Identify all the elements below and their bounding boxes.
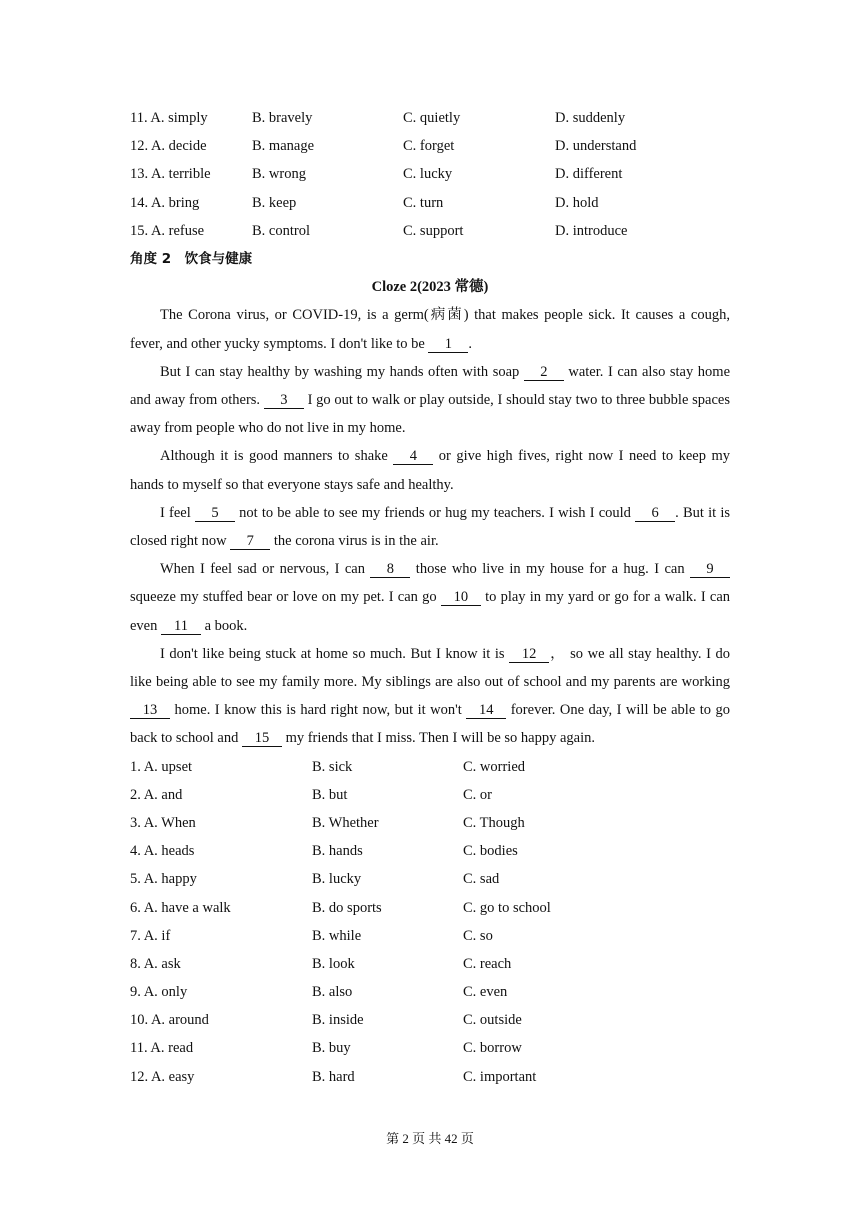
- option-c: C. go to school: [463, 899, 551, 916]
- option-b: B. inside: [312, 1012, 364, 1029]
- option-b: B. lucky: [312, 871, 362, 888]
- cloze-passage: [130, 301, 730, 752]
- option-row: [130, 132, 730, 160]
- option-a: 12. A. easy: [130, 1068, 195, 1085]
- option-row: [130, 104, 730, 132]
- option-a: 9. A. only: [130, 984, 188, 1001]
- option-a: 11. A. simply: [130, 110, 208, 126]
- option-c: C. Though: [463, 814, 525, 831]
- option-row: [130, 160, 730, 188]
- option-c: C. bodies: [463, 843, 518, 860]
- document-page: [130, 104, 730, 1091]
- option-a: 13. A. terrible: [130, 166, 211, 183]
- cloze-title: Cloze 2(2023 常德): [371, 279, 489, 296]
- text: a book.: [201, 617, 248, 634]
- option-b: B. look: [312, 955, 355, 972]
- text: .: [468, 335, 473, 352]
- blank: 3: [264, 392, 304, 409]
- option-a: 10. A. around: [130, 1012, 209, 1029]
- paragraph: [130, 358, 730, 443]
- option-c: C. sad: [463, 871, 500, 888]
- option-a: 4. A. heads: [130, 843, 195, 860]
- option-c: C. quietly: [403, 110, 461, 126]
- option-a: 11. A. read: [130, 1040, 194, 1057]
- text: or give high fives, right now I need to keep my hands to myself so that everyone stays safe and healthy.: [130, 448, 730, 493]
- option-b: B. hands: [312, 843, 363, 860]
- option-row: [130, 1063, 730, 1091]
- page-footer: 第 2 页 共 42 页: [386, 1131, 474, 1146]
- text: not to be able to see my friends or hug my teachers. I wish I could: [234, 504, 636, 521]
- option-a: 5. A. happy: [130, 871, 197, 888]
- text: I go out to walk or play outside, I should stay two to three bubble spaces away from people who do not live in my home.: [130, 391, 730, 437]
- option-b: B. wrong: [252, 166, 306, 183]
- option-a: 3. A. When: [130, 814, 196, 831]
- option-c: C. reach: [463, 955, 512, 972]
- option-d: D. introduce: [555, 222, 628, 239]
- option-c: C. so: [463, 927, 493, 944]
- option-a: 7. A. if: [130, 927, 171, 944]
- text: But I can stay healthy by washing my hands often with soap: [160, 363, 524, 380]
- text: water. I can also stay home and away from others.: [130, 363, 731, 408]
- blank: 6: [635, 505, 675, 522]
- option-row: [130, 753, 730, 781]
- option-b: B. Whether: [312, 814, 379, 831]
- blank: 1: [428, 336, 468, 353]
- blank: 10: [441, 589, 481, 606]
- paragraph: [130, 499, 730, 555]
- text: those who live in my house for a hug. I can: [410, 561, 690, 578]
- text: squeeze my stuffed bear or love on my pet. I can go: [130, 589, 441, 606]
- option-c: C. support: [403, 222, 464, 239]
- option-b: B. while: [312, 927, 362, 944]
- paragraph: [130, 555, 730, 640]
- option-b: B. manage: [252, 138, 315, 155]
- option-b: B. control: [252, 222, 310, 239]
- option-a: 8. A. ask: [130, 955, 181, 972]
- paragraph: [130, 640, 730, 753]
- option-b: B. bravely: [252, 110, 313, 126]
- option-row: [130, 894, 730, 922]
- option-row: [130, 809, 730, 837]
- text: The Corona virus, or COVID-19, is a germ(病菌) that makes people sick. It causes a cough, fever, and other yucky symptoms. I don't like to be: [130, 307, 730, 352]
- option-c: C. important: [463, 1068, 537, 1085]
- option-row: [130, 837, 730, 865]
- text: I feel: [160, 504, 195, 521]
- text: Although it is good manners to shake: [160, 448, 394, 465]
- option-row: [130, 1034, 730, 1062]
- blank: 12: [509, 646, 549, 663]
- option-a: 15. A. refuse: [130, 222, 205, 239]
- section-heading: 角度 2 饮食与健康: [130, 250, 253, 267]
- option-b: B. also: [312, 984, 353, 1001]
- option-c: C. or: [463, 786, 492, 803]
- blank: 14: [466, 702, 506, 719]
- answer-options: [130, 753, 730, 1091]
- option-row: [130, 922, 730, 950]
- option-row: [130, 217, 730, 245]
- option-d: D. suddenly: [555, 110, 626, 126]
- option-b: B. but: [312, 786, 348, 803]
- blank: 5: [195, 505, 235, 522]
- option-row: [130, 950, 730, 978]
- option-c: C. forget: [403, 138, 455, 155]
- option-row: [130, 781, 730, 809]
- paragraph: [130, 301, 730, 357]
- option-row: [130, 1006, 730, 1034]
- previous-options: [130, 104, 730, 245]
- option-a: 14. A. bring: [130, 194, 200, 211]
- option-c: C. lucky: [403, 166, 453, 183]
- text: I don't like being stuck at home so much. But I know it is: [160, 645, 510, 662]
- blank: 7: [230, 533, 270, 550]
- option-row: [130, 189, 730, 217]
- text: home. I know this is hard right now, but it won't: [170, 702, 467, 719]
- blank: 9: [690, 561, 730, 578]
- text: forever. One day, I will be able to go back to school and: [130, 702, 731, 747]
- text: When I feel sad or nervous, I can: [160, 561, 371, 578]
- text: my friends that I miss. Then I will be so happy again.: [281, 730, 595, 747]
- option-b: B. hard: [312, 1068, 355, 1085]
- blank: 8: [370, 561, 410, 578]
- option-b: B. keep: [252, 194, 297, 211]
- option-d: D. different: [555, 166, 623, 183]
- option-d: D. hold: [555, 194, 599, 211]
- option-c: C. worried: [463, 758, 526, 775]
- option-c: C. turn: [403, 194, 444, 211]
- text: . But it is closed right now: [130, 504, 730, 549]
- option-b: B. do sports: [312, 899, 382, 916]
- option-row: [130, 978, 730, 1006]
- option-a: 1. A. upset: [130, 758, 193, 775]
- blank: 13: [130, 702, 170, 719]
- option-c: C. outside: [463, 1012, 522, 1029]
- option-a: 2. A. and: [130, 786, 183, 803]
- text: the corona virus is in the air.: [270, 532, 439, 549]
- option-row: [130, 865, 730, 893]
- blank: 11: [161, 618, 201, 635]
- option-c: C. borrow: [463, 1040, 522, 1057]
- option-d: D. understand: [555, 138, 637, 155]
- option-a: 12. A. decide: [130, 138, 207, 155]
- blank: 2: [524, 364, 564, 381]
- text: ， so we all stay healthy. I do like being able to see my family more. My siblings are also out of school and my parents are working: [130, 645, 730, 690]
- paragraph: [130, 442, 730, 498]
- blank: 15: [242, 730, 282, 747]
- blank: 4: [393, 448, 433, 465]
- option-b: B. buy: [312, 1040, 351, 1057]
- option-b: B. sick: [312, 758, 353, 775]
- option-c: C. even: [463, 984, 508, 1001]
- option-a: 6. A. have a walk: [130, 899, 231, 916]
- text: to play in my yard or go for a walk. I can even: [130, 589, 731, 634]
